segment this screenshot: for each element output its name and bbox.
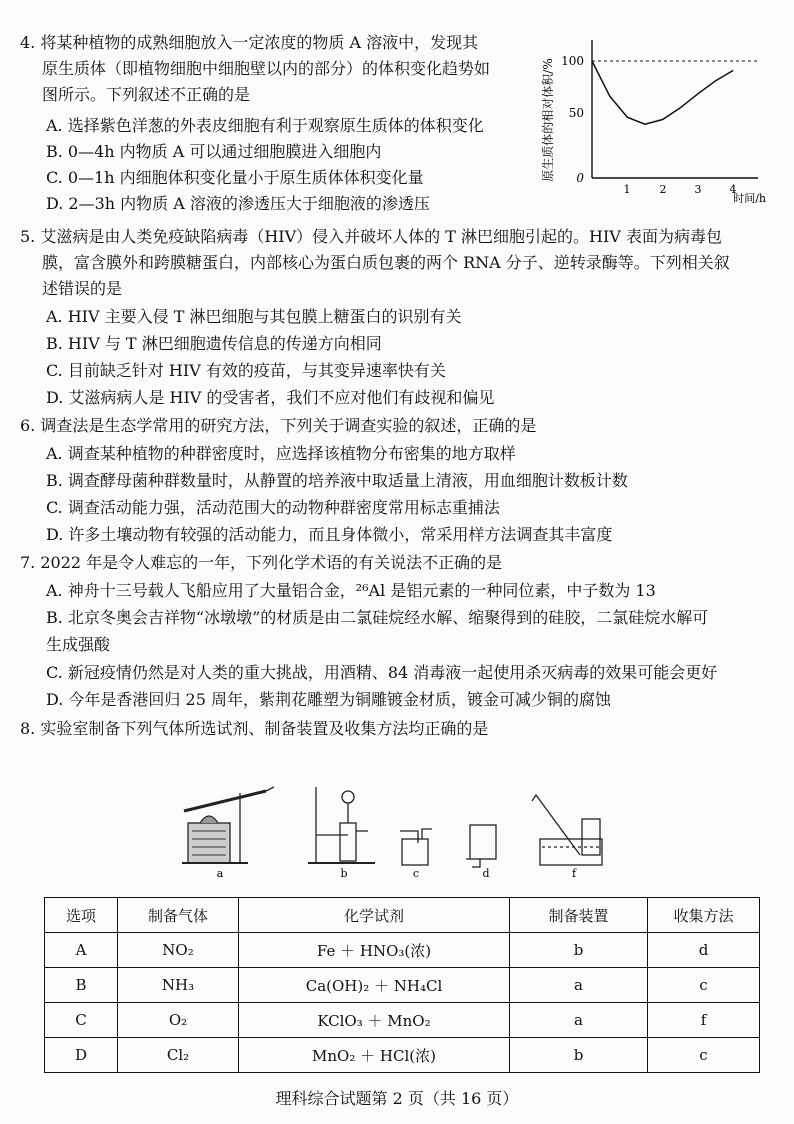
q4-stem-line3: 图所示。下列叙述不正确的是 xyxy=(42,85,251,104)
cell: KClO₃ ＋ MnO₂ xyxy=(239,1003,510,1038)
apparatus-figure xyxy=(170,783,630,878)
header-collection: 收集方法 xyxy=(648,898,760,933)
cell: A xyxy=(45,933,118,968)
table-row xyxy=(45,968,760,1003)
q7-option-d: D. 今年是香港回归 25 周年，紫荆花雕塑为铜雕镀金材质，镀金可减少铜的腐蚀 xyxy=(46,690,611,709)
q5-option-b: B. HIV 与 T 淋巴细胞遗传信息的传递方向相同 xyxy=(46,334,382,353)
cell: b xyxy=(510,1038,648,1073)
cell: f xyxy=(648,1003,760,1038)
apparatus-label-b: b xyxy=(340,867,348,878)
apparatus-label-f: f xyxy=(571,867,577,878)
q4-option-a: A. 选择紫色洋葱的外表皮细胞有利于观察原生质体的体积变化 xyxy=(46,116,484,135)
xtick-3: 3 xyxy=(694,183,702,196)
header-reagent: 化学试剂 xyxy=(239,898,510,933)
q5-option-a: A. HIV 主要入侵 T 淋巴细胞与其包膜上糖蛋白的识别有关 xyxy=(46,307,462,326)
ytick-100: 100 xyxy=(561,54,584,68)
options-table xyxy=(44,897,760,1073)
cell: NO₂ xyxy=(118,933,239,968)
apparatus-a xyxy=(182,787,274,863)
header-gas: 制备气体 xyxy=(118,898,239,933)
apparatus-label-a: a xyxy=(216,867,224,878)
apparatus-label-d: d xyxy=(482,867,490,878)
cell: C xyxy=(45,1003,118,1038)
chart-xlabel: 时间/h xyxy=(733,192,766,203)
table-row xyxy=(45,1038,760,1073)
q5-stem-line1: 5. 艾滋病是由人类免疫缺陷病毒（HIV）侵入并破坏人体的 T 淋巴细胞引起的。HIV 表面为病毒包 xyxy=(20,227,722,246)
header-option: 选项 xyxy=(45,898,118,933)
q4-option-c: C. 0—1h 内细胞体积变化量小于原生质体体积变化量 xyxy=(46,168,424,187)
q6-option-a: A. 调查某种植物的种群密度时，应选择该植物分布密集的地方取样 xyxy=(46,444,516,463)
table-header-row xyxy=(45,898,760,933)
chart-ylabel: 原生质体的相对体积/% xyxy=(541,58,555,182)
q6-option-d: D. 许多土壤动物有较强的活动能力，而且身体微小，常采用样方法调查其丰富度 xyxy=(46,525,613,544)
q4-stem-line2: 原生质体（即植物细胞中细胞壁以内的部分）的体积变化趋势如 xyxy=(42,59,491,78)
cell: a xyxy=(510,968,648,1003)
apparatus-f xyxy=(532,795,602,865)
cell: Ca(OH)₂ ＋ NH₄Cl xyxy=(239,968,510,1003)
apparatus-b xyxy=(308,787,375,863)
q4-option-b: B. 0—4h 内物质 A 可以通过细胞膜进入细胞内 xyxy=(46,142,382,161)
q7-option-b-line2: 生成强酸 xyxy=(46,635,111,654)
apparatus-d xyxy=(466,825,496,867)
cell: c xyxy=(648,1038,760,1073)
header-device: 制备装置 xyxy=(510,898,648,933)
cell: a xyxy=(510,1003,648,1038)
cell: c xyxy=(648,968,760,1003)
page-footer: 理科综合试题第 2 页（共 16 页） xyxy=(275,1089,519,1108)
q7-option-c: C. 新冠疫情仍然是对人类的重大挑战，用酒精、84 消毒液一起使用杀灭病毒的效果可能会更好 xyxy=(46,663,718,682)
q7-stem: 7. 2022 年是令人难忘的一年，下列化学术语的有关说法不正确的是 xyxy=(20,553,503,572)
xtick-4: 4 xyxy=(729,183,737,196)
cell: b xyxy=(510,933,648,968)
q4-stem-line1: 4. 将某种植物的成熟细胞放入一定浓度的物质 A 溶液中，发现其 xyxy=(20,33,479,52)
table-row xyxy=(45,1003,760,1038)
q7-option-a: A. 神舟十三号载人飞船应用了大量铝合金，²⁶Al 是铝元素的一种同位素，中子数为 13 xyxy=(46,581,656,600)
q6-option-b: B. 调查酵母菌种群数量时，从静置的培养液中取适量上清液，用血细胞计数板计数 xyxy=(46,471,628,490)
apparatus-c xyxy=(400,829,432,865)
xtick-1: 1 xyxy=(623,183,631,196)
ytick-0: 0 xyxy=(576,171,584,185)
cell: D xyxy=(45,1038,118,1073)
cell: d xyxy=(648,933,760,968)
q6-option-c: C. 调查活动能力强，活动范围大的动物种群密度常用标志重捕法 xyxy=(46,498,500,517)
volume-curve xyxy=(592,61,733,124)
cell: Cl₂ xyxy=(118,1038,239,1073)
q5-option-c: C. 目前缺乏针对 HIV 有效的疫苗，与其变异速率快有关 xyxy=(46,361,446,380)
cell: Fe ＋ HNO₃(浓) xyxy=(239,933,510,968)
q4-option-d: D. 2—3h 内物质 A 溶液的渗透压大于细胞液的渗透压 xyxy=(46,194,430,213)
table-row xyxy=(45,933,760,968)
cell: NH₃ xyxy=(118,968,239,1003)
q5-option-d: D. 艾滋病病人是 HIV 的受害者，我们不应对他们有歧视和偏见 xyxy=(46,388,495,407)
cell: MnO₂ ＋ HCl(浓) xyxy=(239,1038,510,1073)
xtick-2: 2 xyxy=(659,183,667,196)
q7-option-b-line1: B. 北京冬奥会吉祥物“冰墩墩”的材质是由二氯硅烷经水解、缩聚得到的硅胶，二氯硅烷水解可 xyxy=(46,608,709,627)
cell: O₂ xyxy=(118,1003,239,1038)
q6-stem: 6. 调查法是生态学常用的研究方法，下列关于调查实验的叙述，正确的是 xyxy=(20,416,537,435)
ytick-50: 50 xyxy=(568,106,584,120)
cell: B xyxy=(45,968,118,1003)
apparatus-label-c: c xyxy=(412,867,420,878)
q5-stem-line3: 述错误的是 xyxy=(42,279,123,298)
q5-stem-line2: 膜，富含膜外和跨膜糖蛋白，内部核心为蛋白质包裹的两个 RNA 分子、逆转录酶等。下列相关叙 xyxy=(42,253,730,272)
volume-chart xyxy=(540,28,770,203)
q8-stem: 8. 实验室制备下列气体所选试剂、制备装置及收集方法均正确的是 xyxy=(20,719,489,738)
